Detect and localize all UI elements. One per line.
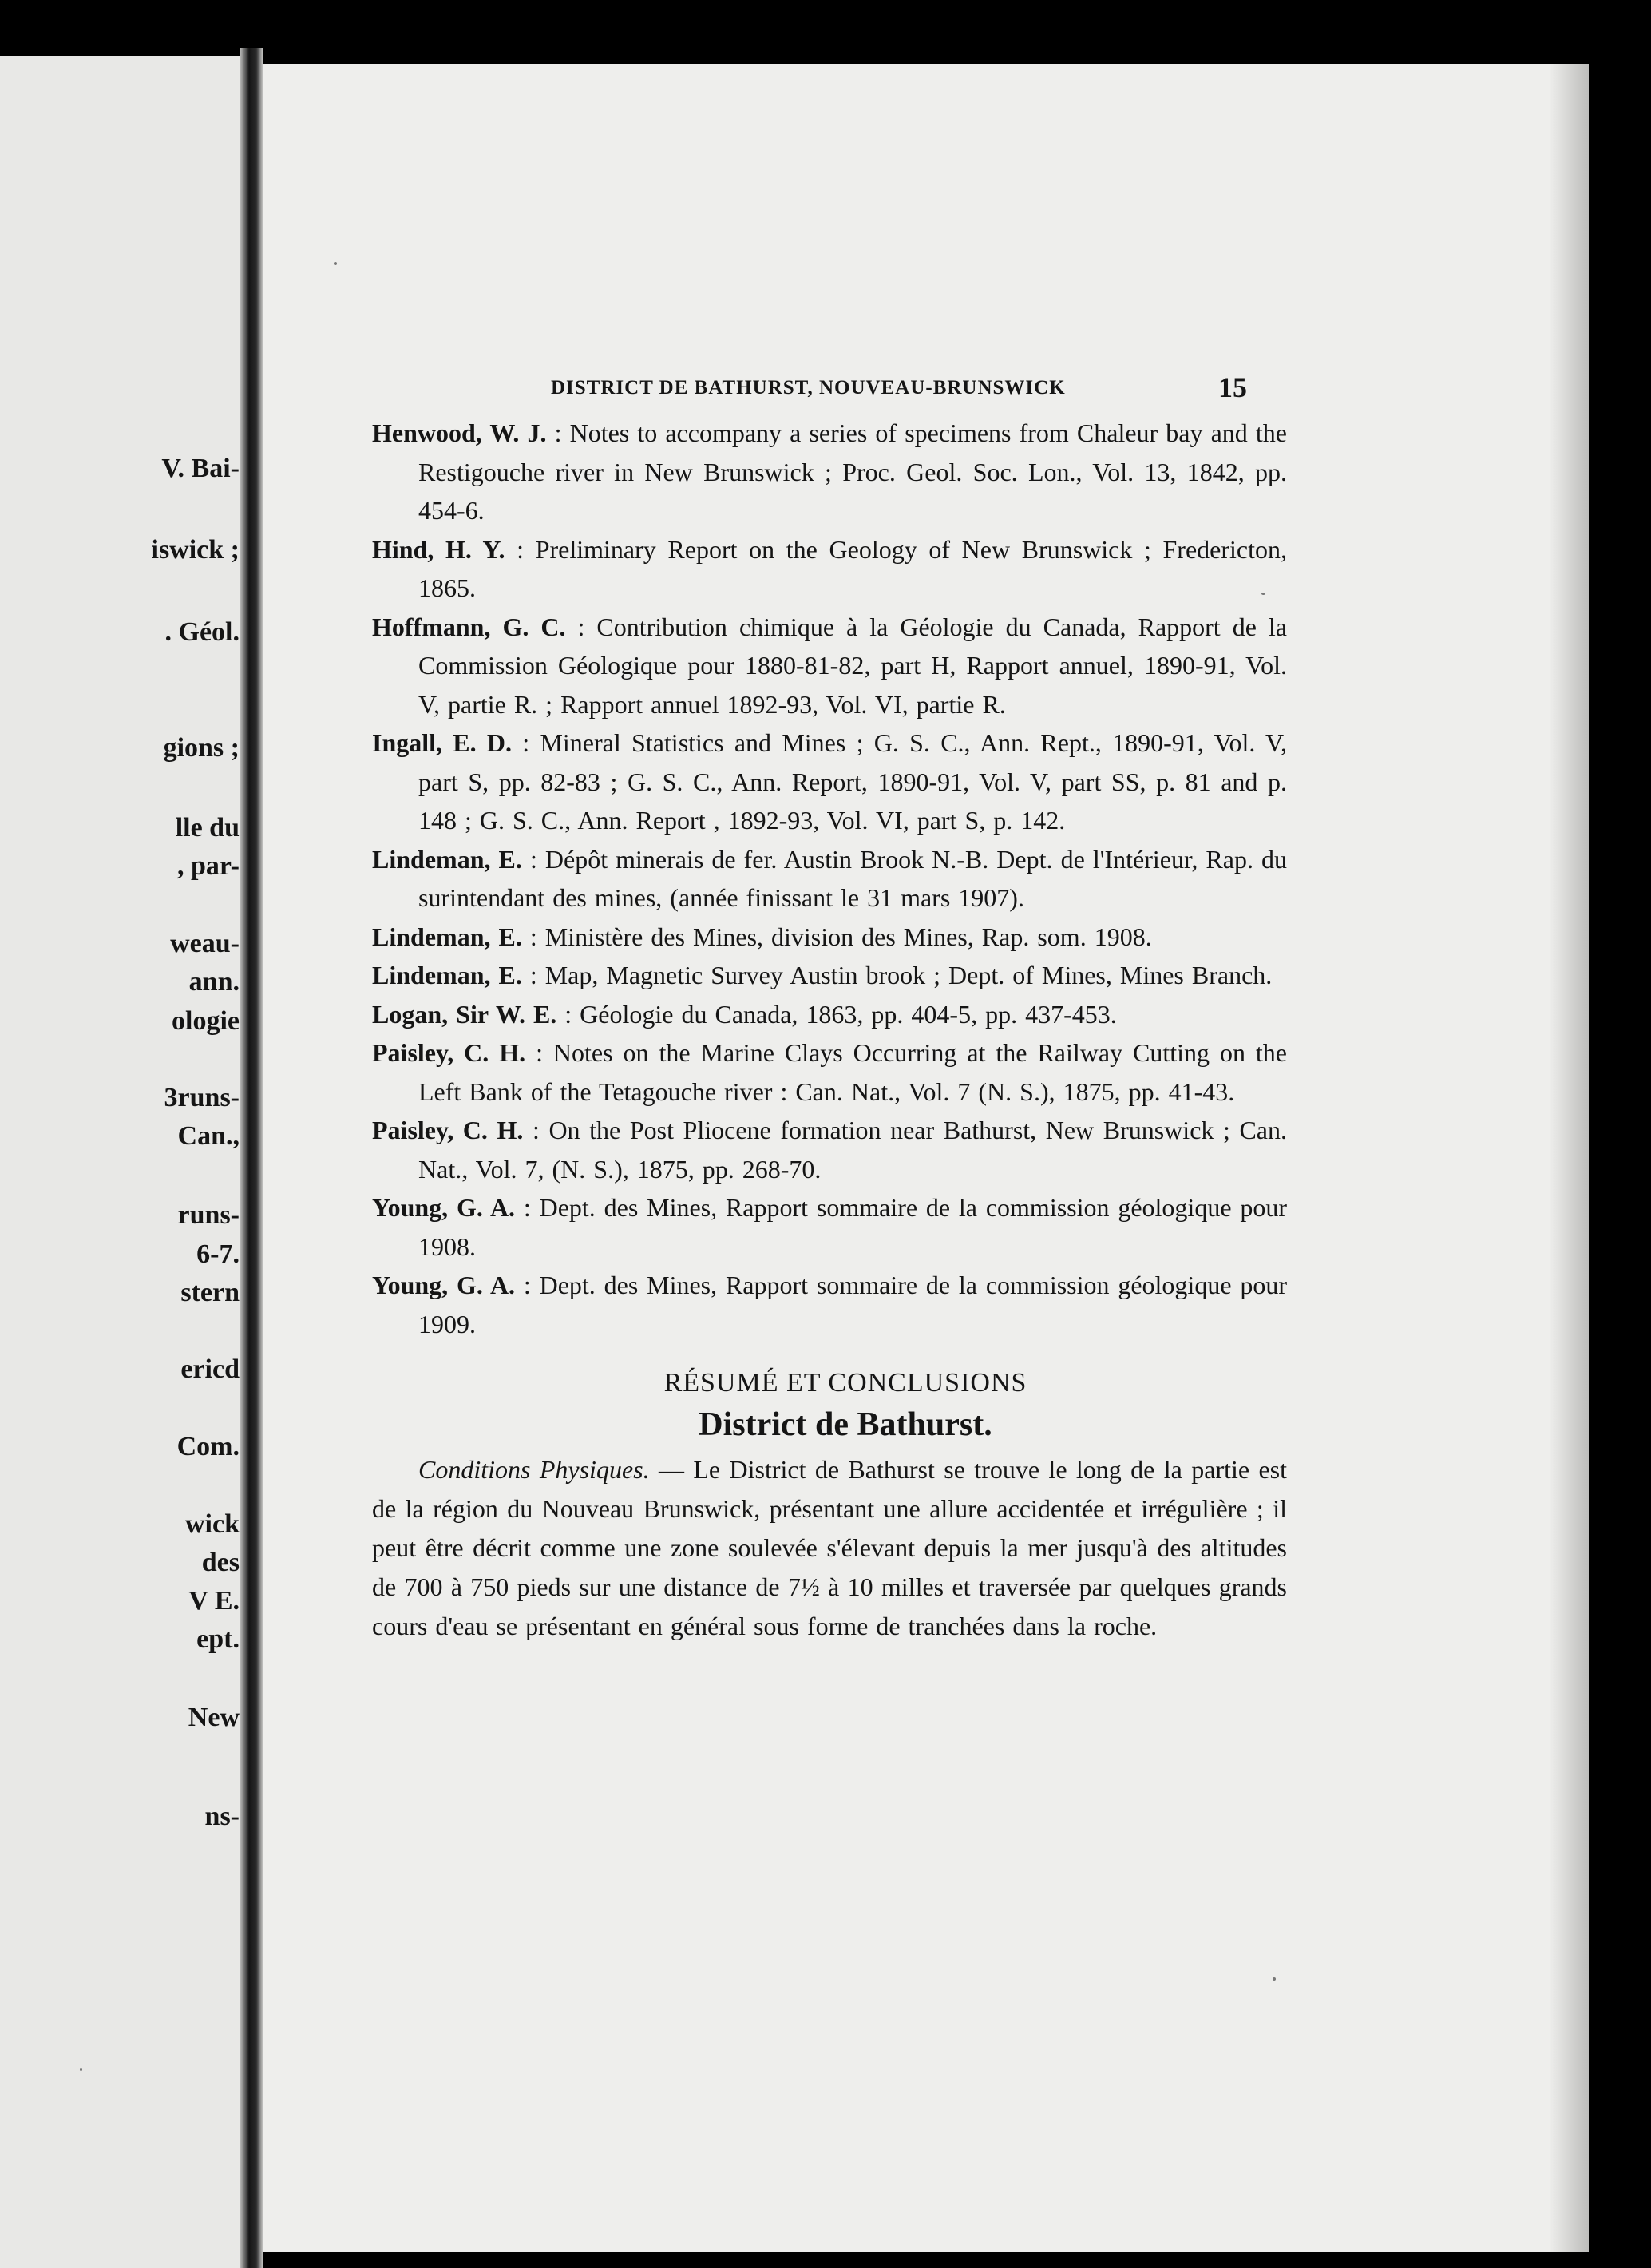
left-page-fragment: . Géol. [164,617,240,647]
entry-author: Young, G. A. [372,1193,516,1222]
bibliography-list [372,414,1287,1343]
left-page-fragment: ann. [188,967,240,997]
bibliography-entry [372,608,1287,724]
page-content [372,371,1287,1646]
page-edge-shadow [1549,64,1589,2252]
left-page-fragment: Can., [177,1121,240,1151]
entry-author: Young, G. A. [372,1271,516,1299]
bibliography-entry [372,1266,1287,1343]
left-page-fragment: ericd [180,1354,240,1384]
entry-text: : Dept. des Mines, Rapport sommaire de la commission géologique pour 1908. [418,1193,1287,1261]
left-page-fragment: V E. [188,1586,240,1616]
entry-text: : On the Post Pliocene formation near Bathurst, New Brunswick ; Can. Nat., Vol. 7, (N. S.), 1875, pp. 268-70. [418,1116,1288,1184]
entry-text: : Dept. des Mines, Rapport sommaire de la commission géologique pour 1909. [418,1271,1287,1338]
left-page-fragment: wick [185,1509,240,1539]
entry-author: Henwood, W. J. [372,418,547,447]
entry-text: : Notes on the Marine Clays Occurring at the Railway Cutting on the Left Bank of the Tetagouche river : Can. Nat., Vol. 7 (N. S.), 1875, pp. 41-43. [418,1038,1288,1106]
bibliography-entry [372,995,1287,1034]
left-page-fragment: 3runs- [164,1083,240,1112]
entry-text: : Notes to accompany a series of specimens from Chaleur bay and the Restigouche river in New Brunswick ; Proc. Geol. Soc. Lon., Vol. 13, 1842, pp. 454-6. [418,418,1288,525]
left-page [0,56,240,2268]
bibliography-entry [372,918,1287,957]
bibliography-entry [372,1188,1287,1266]
bibliography-entry [372,1111,1287,1188]
bibliography-entry [372,414,1287,530]
entry-text: : Ministère des Mines, division des Mines, Rap. som. 1908. [521,922,1152,951]
running-head-title: DISTRICT DE BATHURST, NOUVEAU-BRUNSWICK [551,377,1066,398]
entry-text: : Mineral Statistics and Mines ; G. S. C., Ann. Rept., 1890-91, Vol. V, part S, pp. 82-83 ; G. S. C., Ann. Report, 1890-91, Vol. V, part SS, p. 81 and p. 148 ; G. S. C., Ann. Report , 1892-93, Vol. VI, part S, p. 142. [418,728,1288,835]
entry-author: Hind, H. Y. [372,534,505,564]
entry-author: Hoffmann, G. C. [372,612,566,641]
entry-author: Lindeman, E. [372,844,522,874]
left-page-fragment: lle du [175,813,240,843]
left-page-fragment: weau- [170,929,240,958]
bibliography-entry [372,1033,1287,1111]
entry-author: Paisley, C. H. [372,1038,526,1067]
paragraph-body: — Le District de Bathurst se trouve le long de la partie est de la région du Nouveau Brunswick, présentant une allure accidentée et irrégulière ; il peut être décrit comme une zone soulevée s'élevant depuis la mer jusqu'à des altitudes de 700 à 750 pieds sur une distance de 7½ à 10 milles et traversée par quelques grands cours d'eau se présentant en général sous forme de tranchées dans la roche. [372,1455,1288,1640]
entry-author: Paisley, C. H. [372,1116,524,1144]
entry-text: : Preliminary Report on the Geology of New Brunswick ; Fredericton, 1865. [418,534,1288,602]
running-head [372,371,1287,410]
section-heading: RÉSUMÉ ET CONCLUSIONS [663,1368,1027,1398]
bibliography-entry [372,840,1287,918]
entry-text: : Map, Magnetic Survey Austin brook ; Dept. of Mines, Mines Branch. [521,961,1273,989]
left-page-fragment: V. Bai- [161,454,240,483]
left-page-fragment: ns- [204,1802,240,1831]
bibliography-entry [372,724,1287,840]
left-page-fragment: stern [180,1278,240,1307]
entry-text: : Géologie du Canada, 1863, pp. 404-5, pp. 437-453. [556,999,1117,1029]
paragraph-lead: Conditions Physiques. [418,1455,650,1484]
left-page-fragment: des [201,1548,240,1577]
page-number: 15 [1218,371,1247,403]
left-page-fragment: ologie [172,1006,240,1036]
left-page-fragment: gions ; [163,733,240,763]
left-page-fragment: Com. [176,1432,240,1461]
district-heading: District de Bathurst. [699,1406,992,1443]
entry-author: Lindeman, E. [372,922,522,951]
bibliography-entry [372,956,1287,995]
body-paragraph [372,1450,1287,1646]
entry-text: : Contribution chimique à la Géologie du Canada, Rapport de la Commission Géologique pour 1880-81-82, part H, Rapport annuel, 1890-91, Vol. V, partie R. ; Rapport annuel 1892-93, Vol. VI, partie R. [418,612,1288,719]
book-gutter [240,48,263,2268]
left-page-fragment: New [188,1703,240,1732]
entry-author: Ingall, E. D. [372,728,513,757]
left-page-fragment: iswick ; [151,535,240,565]
left-page-fragment: , par- [176,851,240,881]
left-page-fragment: 6-7. [196,1239,240,1269]
left-page-fragment: runs- [177,1200,240,1230]
entry-author: Logan, Sir W. E. [372,999,557,1029]
bibliography-entry [372,530,1287,608]
left-page-fragment: ept. [196,1624,240,1654]
entry-author: Lindeman, E. [372,961,522,989]
entry-text: : Dépôt minerais de fer. Austin Brook N.-B. Dept. de l'Intérieur, Rap. du surintendant des mines, (année finissant le 31 mars 1907). [418,844,1288,912]
